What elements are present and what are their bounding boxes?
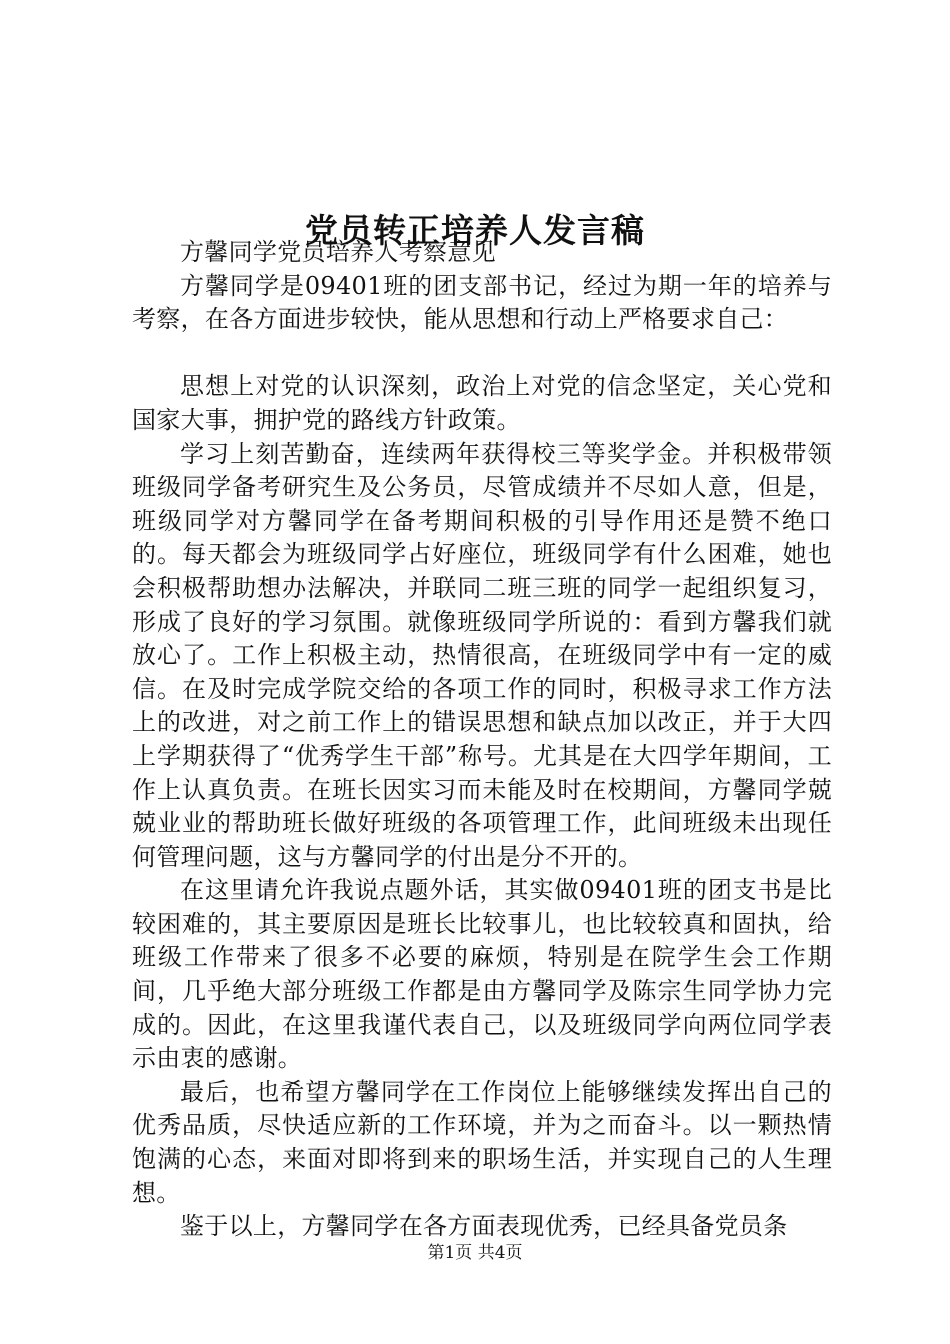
document-body bbox=[132, 236, 832, 1244]
paragraph: 方馨同学是09401班的团支部书记，经过为期一年的培养与考察，在各方面进步较快，能从思想和行动上严格要求自己： bbox=[132, 271, 832, 334]
paragraph: 思想上对党的认识深刻，政治上对党的信念坚定，关心党和国家大事，拥护党的路线方针政策。 bbox=[132, 372, 832, 434]
document-title: 党员转正培养人发言稿 bbox=[305, 211, 645, 251]
page-number-footer: 第1页 共4页 bbox=[427, 1243, 523, 1263]
paragraph: 鉴于以上，方馨同学在各方面表现优秀，已经具备党员条 bbox=[180, 1212, 788, 1241]
paragraph-heading: 方馨同学党员培养人考察意见 bbox=[180, 238, 496, 266]
paragraph: 学习上刻苦勤奋，连续两年获得校三等奖学金。并积极带领班级同学备考研究生及公务员，尽管成绩并不尽如人意，但是，班级同学对方馨同学在备考期间积极的引导作用还是赞不绝口的。每天都会为班级同学占好座位，班级同学有什么困难，她也会积极帮助想办法解决，并联同二班三班的同学一起组织复习，形成了良好的学习氛围。就像班级同学所说的：看到方馨我们就放心了。工作上积极主动，热情很高，在班级同学中有一定的威信。在及时完成学院交给的各项工作的同时，积极寻求工作方法上的改进，对之前工作上的错误思想和缺点加以改正，并于大四上学期获得了“优秀学生干部”称号。尤其是在大四学年期间，工作上认真负责。在班长因实习而未能及时在校期间，方馨同学兢兢业业的帮助班长做好班级的各项管理工作，此间班级未出现任何管理问题，这与方馨同学的付出是分不开的。 bbox=[132, 439, 832, 871]
paragraph: 在这里请允许我说点题外话，其实做09401班的团支书是比较困难的，其主要原因是班长比较事儿，也比较较真和固执，给班级工作带来了很多不必要的麻烦，特别是在院学生会工作期间，几乎绝大部分班级工作都是由方馨同学及陈宗生同学协力完成的。因此，在这里我谨代表自己，以及班级同学向两位同学表示由衷的感谢。 bbox=[132, 876, 832, 1073]
paragraph: 最后，也希望方馨同学在工作岗位上能够继续发挥出自己的优秀品质，尽快适应新的工作环境，并为之而奋斗。以一颗热情饱满的心态，来面对即将到来的职场生活，并实现自己的人生理想。 bbox=[132, 1077, 832, 1207]
